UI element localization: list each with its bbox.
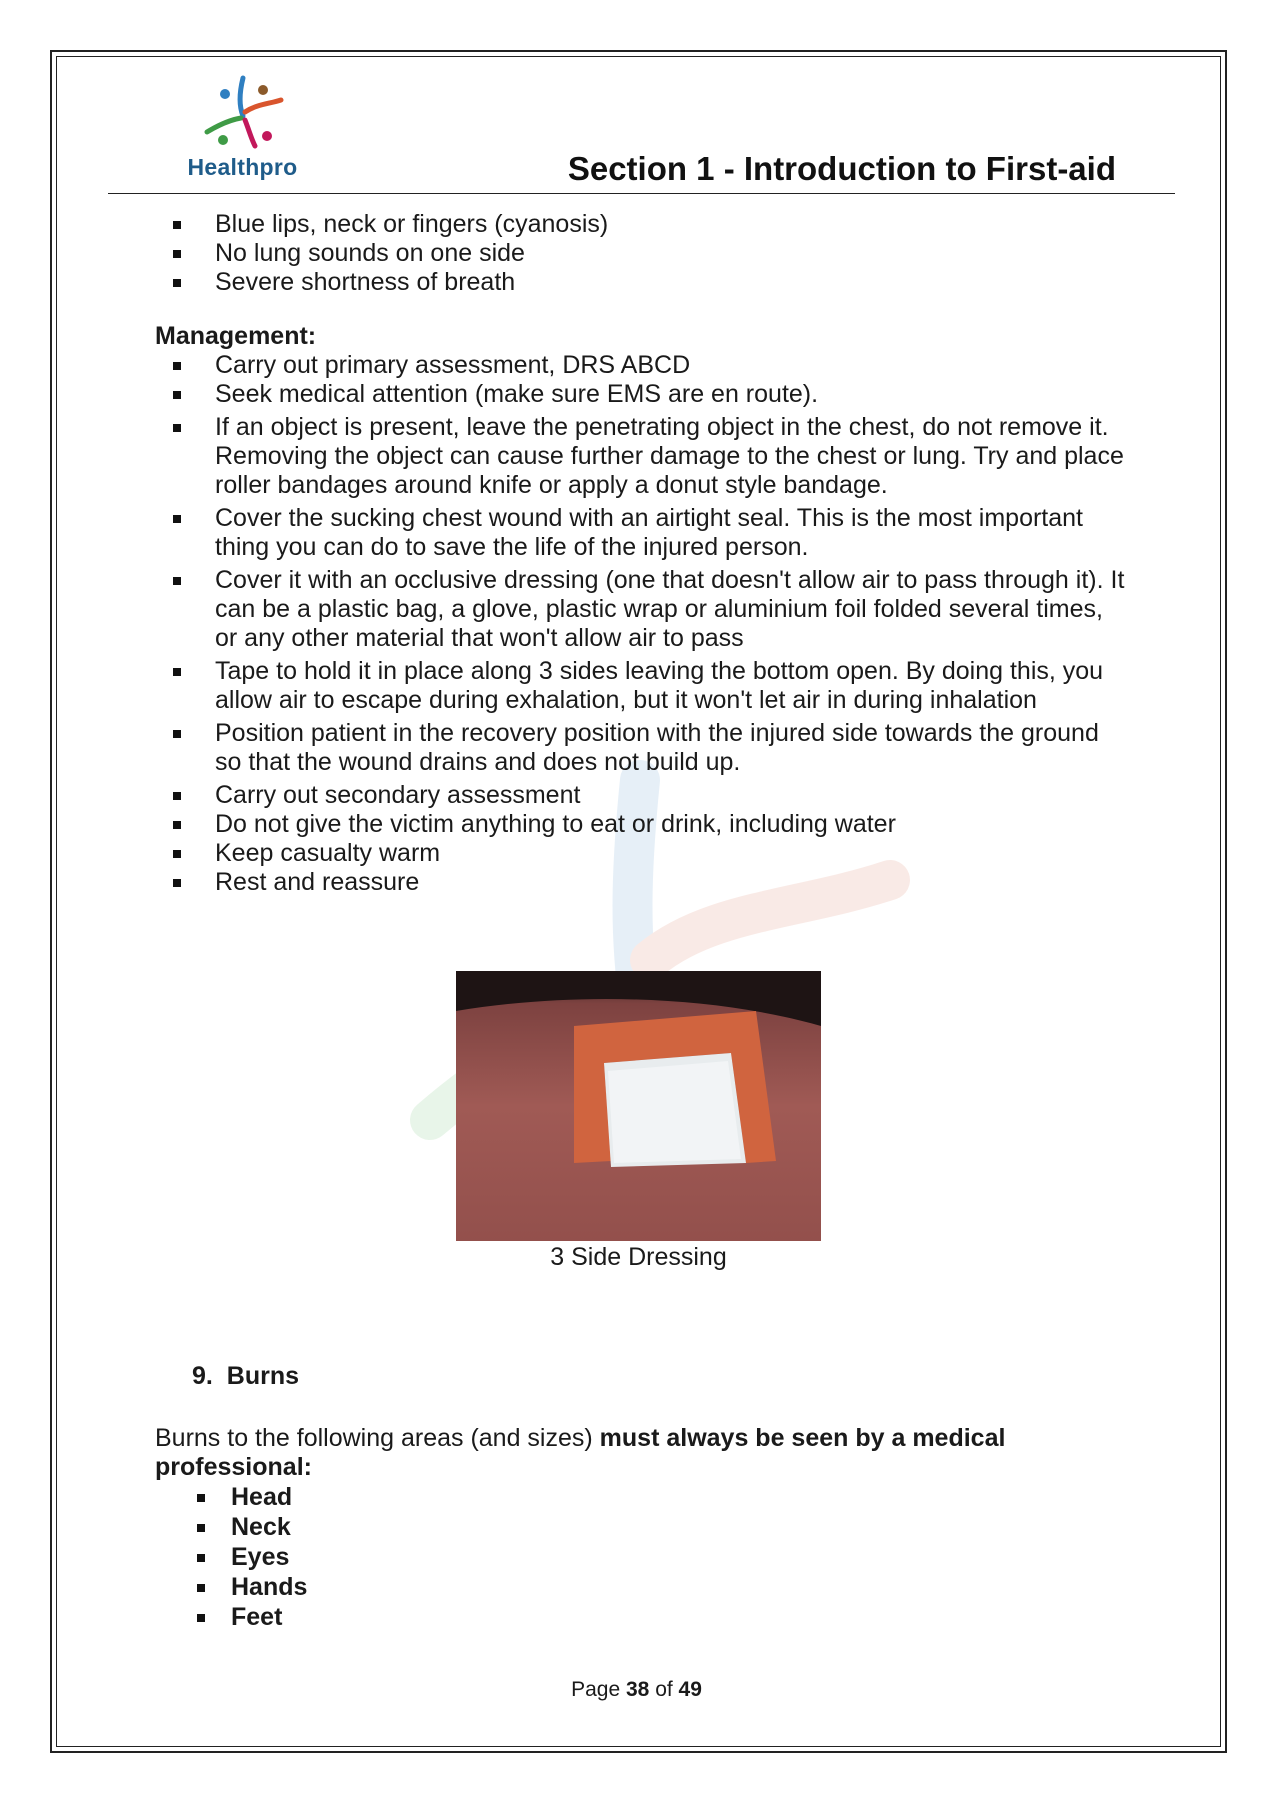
burns-area-list	[155, 1483, 1125, 1632]
list-item: Tape to hold it in place along 3 sides leaving the bottom open. By doing this, you allow air to escape during exhalation, but it won't let air in during inhalation	[155, 657, 1125, 715]
logo-text: Healthpro	[187, 154, 298, 180]
list-item: Carry out secondary assessment	[155, 781, 1125, 810]
page-current: 38	[625, 1678, 650, 1701]
list-item: Feet	[155, 1603, 1125, 1632]
page-total: 49	[678, 1678, 702, 1701]
burns-heading	[155, 1362, 1125, 1391]
list-item: Cover the sucking chest wound with an airtight seal. This is the most important thing you can do to save the life of the injured person.	[155, 504, 1125, 562]
list-item: If an object is present, leave the penetrating object in the chest, do not remove it. Removing the object can cause further damage to the chest or lung. Try and place roller bandages around knife or apply a donut style bandage.	[155, 413, 1125, 500]
list-item: Rest and reassure	[155, 868, 1125, 897]
burns-intro-plain: Burns to the following areas (and sizes)	[155, 1424, 600, 1452]
healthpro-logo-icon	[201, 74, 285, 154]
management-heading: Management:	[155, 322, 317, 350]
list-item: Blue lips, neck or fingers (cyanosis)	[155, 210, 1125, 239]
burns-intro	[155, 1424, 1125, 1482]
burns-number: 9.	[192, 1362, 213, 1390]
list-item: No lung sounds on one side	[155, 239, 1125, 268]
page-prefix: Page	[571, 1678, 621, 1701]
management-list	[155, 351, 1125, 897]
list-item: Seek medical attention (make sure EMS are en route).	[155, 380, 1125, 409]
symptom-list	[155, 210, 1125, 297]
dressing-photo-image	[456, 971, 821, 1241]
list-item: Position patient in the recovery position with the injured side towards the ground so that the wound drains and does not build up.	[155, 719, 1125, 777]
dressing-photo	[456, 971, 821, 1241]
list-item: Neck	[155, 1513, 1125, 1542]
page-of: of	[655, 1678, 673, 1701]
header-rule	[108, 193, 1175, 194]
list-item: Cover it with an occlusive dressing (one that doesn't allow air to pass through it). It can be a plastic bag, a glove, plastic wrap or aluminium foil folded several times, or any other material that won't allow air to pass	[155, 566, 1125, 653]
figure-caption: 3 Side Dressing	[550, 1243, 727, 1271]
list-item: Hands	[155, 1573, 1125, 1602]
burns-title: Burns	[226, 1362, 299, 1390]
list-item: Carry out primary assessment, DRS ABCD	[155, 351, 1125, 380]
burns-section	[155, 1362, 1125, 1632]
main-content	[155, 210, 1125, 897]
list-item: Keep casualty warm	[155, 839, 1125, 868]
healthpro-logo	[185, 74, 300, 184]
list-item: Severe shortness of breath	[155, 268, 1125, 297]
burns-intro-bold: must always be seen by a medical professional:	[155, 1424, 1006, 1481]
page-number	[0, 1678, 1273, 1702]
list-item: Eyes	[155, 1543, 1125, 1572]
list-item: Do not give the victim anything to eat or drink, including water	[155, 810, 1125, 839]
section-title: Section 1 - Introduction to First-aid	[567, 150, 1116, 187]
list-item: Head	[155, 1483, 1125, 1512]
